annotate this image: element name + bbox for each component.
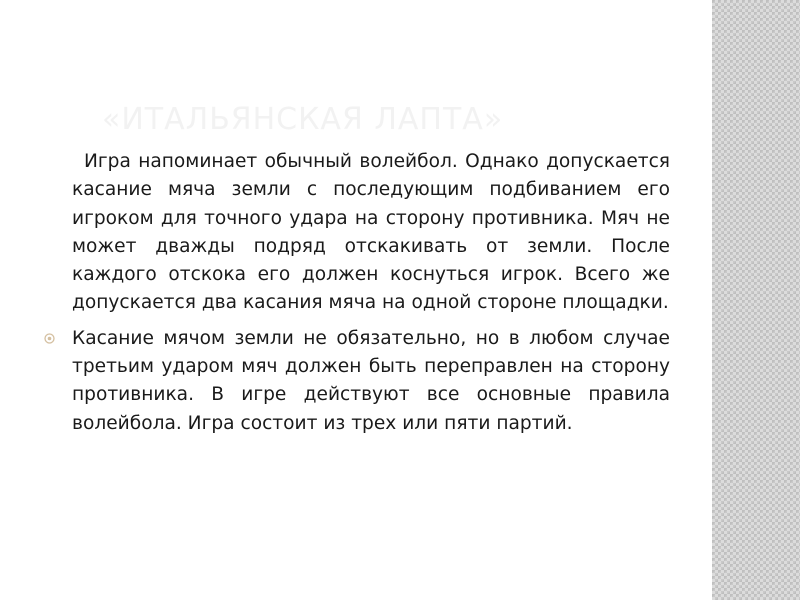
circle-bullet-icon (44, 333, 55, 344)
bullet-item (72, 325, 670, 438)
slide-title: «ИТАЛЬЯНСКАЯ ЛАПТА» (102, 102, 504, 138)
paragraph-2: Касание мячом земли не обязательно, но в любом случае третьим ударом мяч должен быть переправлен на сторону противника. В игре действуют все основные правила волейбола. Игра состоит из трех или пяти партий. (72, 327, 670, 434)
slide-body (72, 148, 670, 445)
decorative-side-panel (712, 0, 800, 600)
paragraph-1: Игра напоминает обычный волейбол. Однако допускается касание мяча земли с последующим подбиванием его игроком для точного удара на сторону противника. Мяч не может дважды подряд отскакивать от земли. После каждого отскока его должен коснуться игрок. Всего же допускается два касания мяча на одной стороне площадки. (72, 151, 670, 314)
